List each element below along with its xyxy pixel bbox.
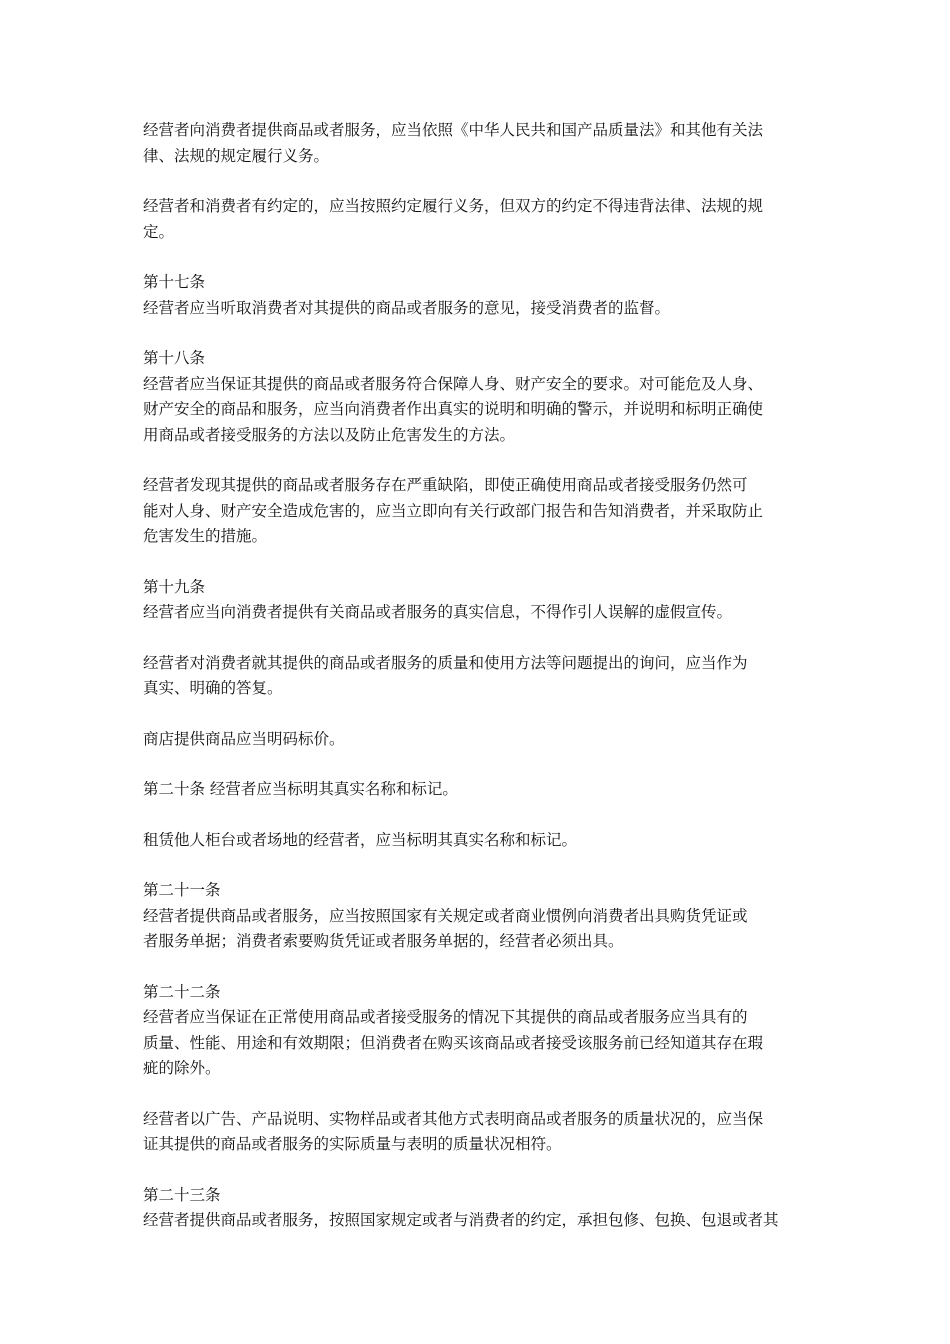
paragraph-block (143, 270, 811, 321)
paragraph-block (143, 727, 811, 753)
text-line: 定。 (143, 222, 175, 241)
text-line: 第二十一条 (143, 881, 221, 899)
text-line: 经营者发现其提供的商品或者服务存在严重缺陷，即使正确使用商品或者接受服务仍然可 (143, 476, 748, 494)
paragraph (143, 1107, 811, 1158)
text-line: 能对人身、财产安全造成危害的，应当立即向有关行政部门报告和告知消费者，并采取防止 (143, 501, 764, 520)
text-line: 经营者和消费者有约定的，应当按照约定履行义务，但双方的约定不得违背法律、法规的规 (143, 197, 764, 215)
text-line: 经营者应当听取消费者对其提供的商品或者服务的意见，接受消费者的监督。 (143, 298, 671, 317)
text-line: 经营者以广告、产品说明、实物样品或者其他方式表明商品或者服务的质量状况的，应当保 (143, 1109, 764, 1128)
paragraph (143, 194, 811, 245)
text-line: 经营者应当保证在正常使用商品或者接受服务的情况下其提供的商品或者服务应当具有的 (143, 1008, 748, 1026)
paragraph-block (143, 346, 811, 448)
text-line: 经营者向消费者提供商品或者服务，应当依照《中华人民共和国产品质量法》和其他有关法 (143, 121, 764, 139)
text-line: 律、法规的规定履行义务。 (143, 146, 330, 165)
text-line: 第二十二条 (143, 982, 221, 1001)
paragraph-block (143, 651, 811, 702)
paragraph-block (143, 118, 811, 169)
text-line: 第十七条 (143, 273, 206, 291)
paragraph (143, 727, 811, 753)
paragraph-block (143, 575, 811, 626)
paragraph (143, 346, 811, 448)
paragraph (143, 878, 811, 955)
paragraph-block (143, 777, 811, 803)
text-line: 证其提供的商品或者服务的实际质量与表明的质量状况相符。 (143, 1135, 562, 1153)
paragraph (143, 651, 811, 702)
text-line: 者服务单据；消费者索要购货凭证或者服务单据的，经营者必须出具。 (143, 932, 624, 950)
paragraph-block (143, 980, 811, 1082)
text-line: 质量、性能、用途和有效期限；但消费者在购买该商品或者接受该服务前已经知道其存在瑕 (143, 1033, 764, 1052)
text-line: 财产安全的商品和服务，应当向消费者作出真实的说明和明确的警示，并说明和标明正确使 (143, 400, 764, 418)
text-line: 经营者提供商品或者服务，应当按照国家有关规定或者商业惯例向消费者出具购货凭证或 (143, 906, 748, 925)
paragraph (143, 1183, 811, 1234)
text-line: 用商品或者接受服务的方法以及防止危害发生的方法。 (143, 425, 516, 444)
paragraph (143, 575, 811, 626)
text-line: 第二十条 经营者应当标明其真实名称和标记。 (143, 780, 458, 798)
paragraph-block (143, 194, 811, 245)
text-line: 真实、明确的答复。 (143, 679, 283, 697)
paragraph (143, 980, 811, 1082)
text-line: 经营者应当保证其提供的商品或者服务符合保障人身、财产安全的要求。对可能危及人身、 (143, 374, 764, 393)
paragraph (143, 473, 811, 550)
text-line: 经营者应当向消费者提供有关商品或者服务的真实信息，不得作引人误解的虚假宣传。 (143, 603, 733, 621)
paragraph-block (143, 473, 811, 550)
text-line: 租赁他人柜台或者场地的经营者，应当标明其真实名称和标记。 (143, 830, 578, 849)
paragraph (143, 828, 811, 854)
text-line: 经营者提供商品或者服务，按照国家规定或者与消费者的约定，承担包修、包换、包退或者其 (143, 1211, 779, 1229)
paragraph (143, 270, 811, 321)
text-line: 经营者对消费者就其提供的商品或者服务的质量和使用方法等问题提出的询问，应当作为 (143, 653, 748, 672)
paragraph (143, 777, 811, 803)
paragraph-block (143, 1183, 811, 1234)
text-line: 危害发生的措施。 (143, 527, 268, 545)
text-line: 商店提供商品应当明码标价。 (143, 729, 345, 748)
paragraph-block (143, 1107, 811, 1158)
text-line: 第二十三条 (143, 1185, 221, 1204)
paragraph (143, 118, 811, 169)
text-line: 第十八条 (143, 349, 206, 367)
paragraph-block (143, 878, 811, 955)
document-page (143, 118, 811, 1259)
text-line: 疵的除外。 (143, 1059, 221, 1077)
text-line: 第十九条 (143, 577, 206, 596)
paragraph-block (143, 828, 811, 854)
